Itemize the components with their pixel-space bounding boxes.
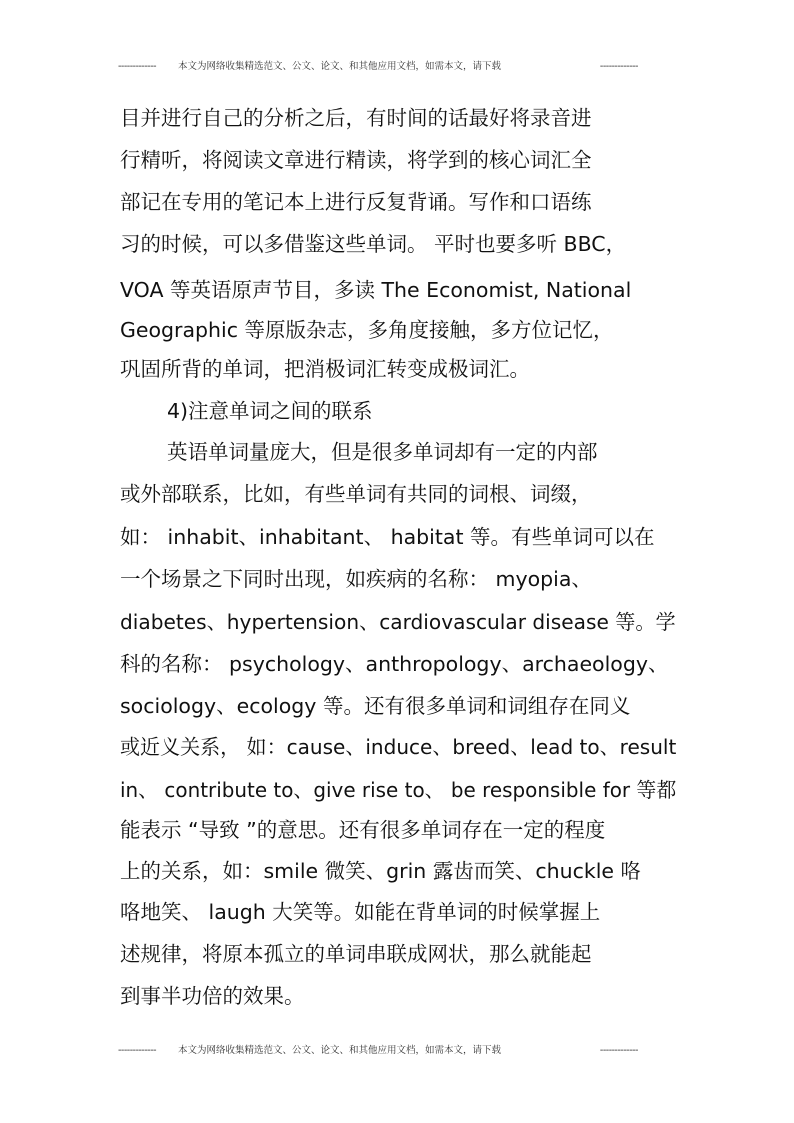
body-line: 或近义关系， 如：cause、induce、breed、lead to、result (120, 735, 677, 759)
footer-dashes-right: ------------- (599, 1045, 638, 1056)
body-line: 一个场景之下同时出现，如疾病的名称： myopia、 (120, 567, 592, 591)
footer-dashes-left: ------------- (118, 1045, 157, 1056)
body-line: 部记在专用的笔记本上进行反复背诵。写作和口语练 (120, 190, 592, 214)
body-line: sociology、ecology 等。还有很多单词和词组存在同义 (120, 694, 631, 718)
footer-text: 本文为网络收集精选范文、公文、论文、和其他应用文档，如需本文，请下载 (178, 1045, 502, 1056)
body-line: 到事半功倍的效果。 (120, 984, 305, 1008)
body-line: 科的名称： psychology、anthropology、archaeology、 (120, 652, 669, 676)
header-dashes-right: ------------- (599, 61, 638, 72)
body-line: Geographic 等原版杂志，多角度接触，多方位记忆， (120, 318, 614, 342)
body-line: 咯地笑、 laugh 大笑等。如能在背单词的时候掌握上 (120, 900, 601, 924)
header-text: 本文为网络收集精选范文、公文、论文、和其他应用文档，如需本文，请下载 (178, 61, 502, 72)
body-line: 目并进行自己的分析之后，有时间的话最好将录音进 (120, 106, 592, 130)
body-line: in、 contribute to、give rise to、 be responsible for 等都 (120, 778, 677, 802)
body-line: 能表示 “导致 ”的意思。还有很多单词存在一定的程度 (120, 818, 606, 842)
body-line: diabetes、hypertension、cardiovascular disease 等。学 (120, 610, 676, 634)
section-heading: 4)注意单词之间的联系 (167, 399, 373, 423)
body-line: 述规律，将原本孤立的单词串联成网状，那么就能起 (120, 942, 592, 966)
page-footer (118, 1044, 638, 1058)
body-line: 巩固所背的单词，把消极词汇转变成极词汇。 (120, 357, 530, 381)
body-line: 英语单词量庞大，但是很多单词却有一定的内部 (167, 440, 598, 464)
body-line: 习的时候，可以多借鉴这些单词。 平时也要多听 BBC， (120, 232, 627, 256)
body-line: 或外部联系，比如，有些单词有共同的词根、词缀， (120, 482, 592, 506)
page-header (118, 60, 638, 74)
body-line: 上的关系，如：smile 微笑、grin 露齿而笑、chuckle 咯 (120, 859, 642, 883)
body-line: 行精听，将阅读文章进行精读，将学到的核心词汇全 (120, 148, 592, 172)
body-line: VOA 等英语原声节目，多读 The Economist, National (120, 278, 632, 302)
header-dashes-left: ------------- (118, 61, 157, 72)
body-line: 如： inhabit、inhabitant、 habitat 等。有些单词可以在 (120, 525, 655, 549)
